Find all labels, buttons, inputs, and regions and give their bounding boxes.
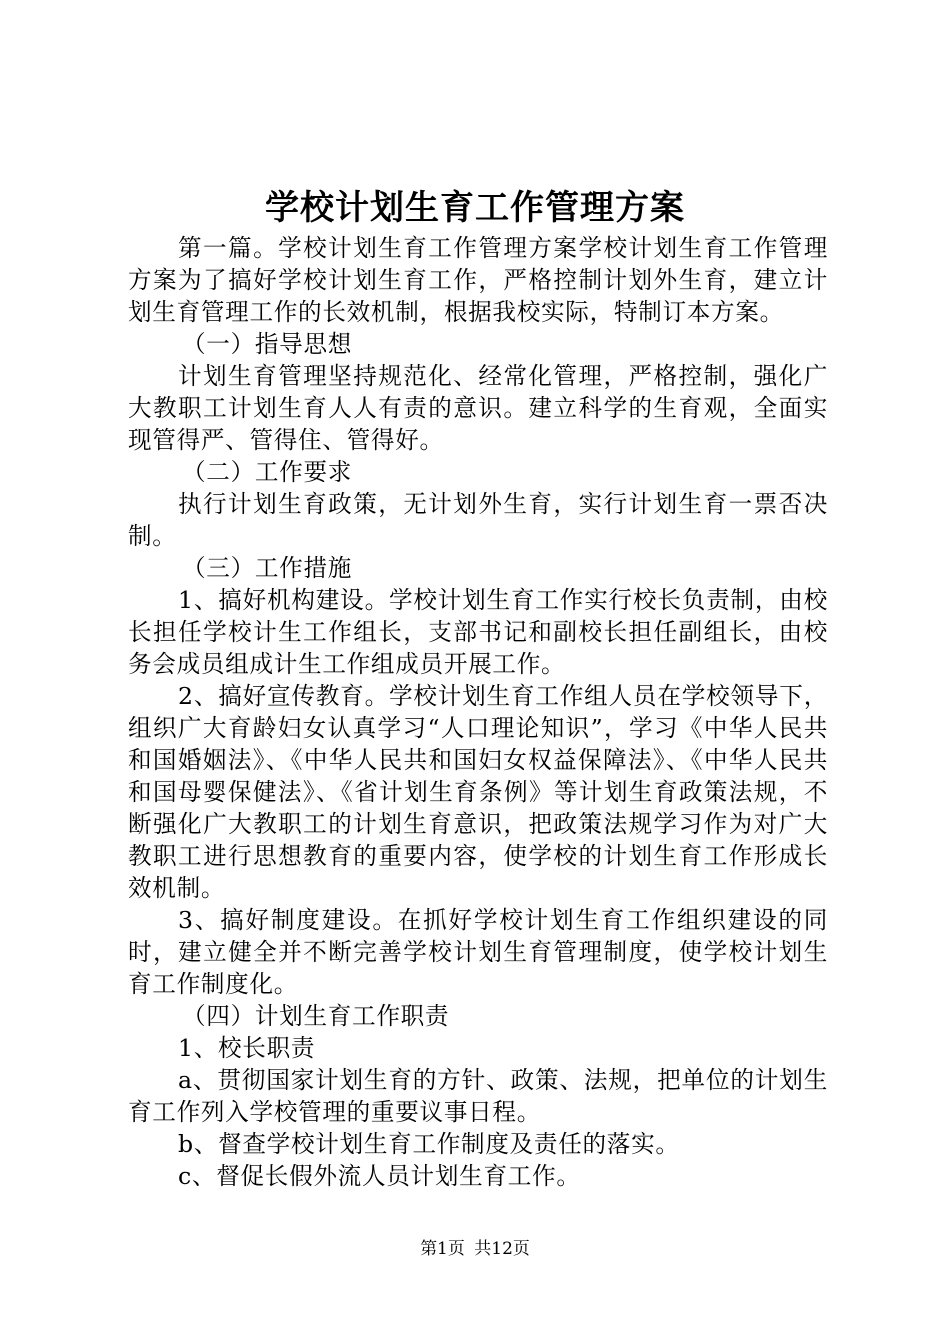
- total-pages: 共12页: [474, 1239, 530, 1259]
- document-body: [128, 232, 828, 1192]
- paragraph: 1、校长职责: [178, 1034, 316, 1062]
- paragraph: 计划生育管理坚持规范化、经常化管理，严格控制，强化广大教职工计划生育人人有责的意识。建立科学的生育观，全面实现管得严、管得住、管得好。: [128, 362, 828, 454]
- paragraph: 2、搞好宣传教育。学校计划生育工作组人员在学校领导下，组织广大育龄妇女认真学习“人口理论知识”，学习《中华人民共和国婚姻法》、《中华人民共和国妇女权益保障法》、《中华人民共和国母婴保健法》、《省计划生育条例》等计划生育政策法规，不断强化广大教职工的计划生育意识，把政策法规学习作为对广大教职工进行思想教育的重要内容，使学校的计划生育工作形成长效机制。: [128, 682, 828, 902]
- paragraph: a、贯彻国家计划生育的方针、政策、法规，把单位的计划生育工作列入学校管理的重要议事日程。: [128, 1066, 828, 1126]
- paragraph: 执行计划生育政策，无计划外生育，实行计划生育一票否决制。: [128, 490, 828, 550]
- section-heading: （一）指导思想: [182, 330, 353, 358]
- paragraph: b、督查学校计划生育工作制度及责任的落实。: [178, 1130, 680, 1158]
- page-number: 第1页: [420, 1239, 465, 1259]
- paragraph: 3、搞好制度建设。在抓好学校计划生育工作组织建设的同时，建立健全并不断完善学校计划生育管理制度，使学校计划生育工作制度化。: [128, 906, 828, 998]
- section-heading: （四）计划生育工作职责: [182, 1002, 450, 1030]
- section-heading: （二）工作要求: [182, 458, 353, 486]
- paragraph: 第一篇。学校计划生育工作管理方案学校计划生育工作管理方案为了搞好学校计划生育工作，严格控制计划外生育，建立计划生育管理工作的长效机制，根据我校实际，特制订本方案。: [128, 234, 828, 326]
- page-footer: [0, 1237, 950, 1261]
- paragraph: c、督促长假外流人员计划生育工作。: [178, 1162, 581, 1190]
- section-heading: （三）工作措施: [182, 554, 353, 582]
- document-title: 学校计划生育工作管理方案: [265, 188, 685, 228]
- paragraph: 1、搞好机构建设。学校计划生育工作实行校长负责制，由校长担任学校计生工作组长，支部书记和副校长担任副组长，由校务会成员组成计生工作组成员开展工作。: [128, 586, 828, 678]
